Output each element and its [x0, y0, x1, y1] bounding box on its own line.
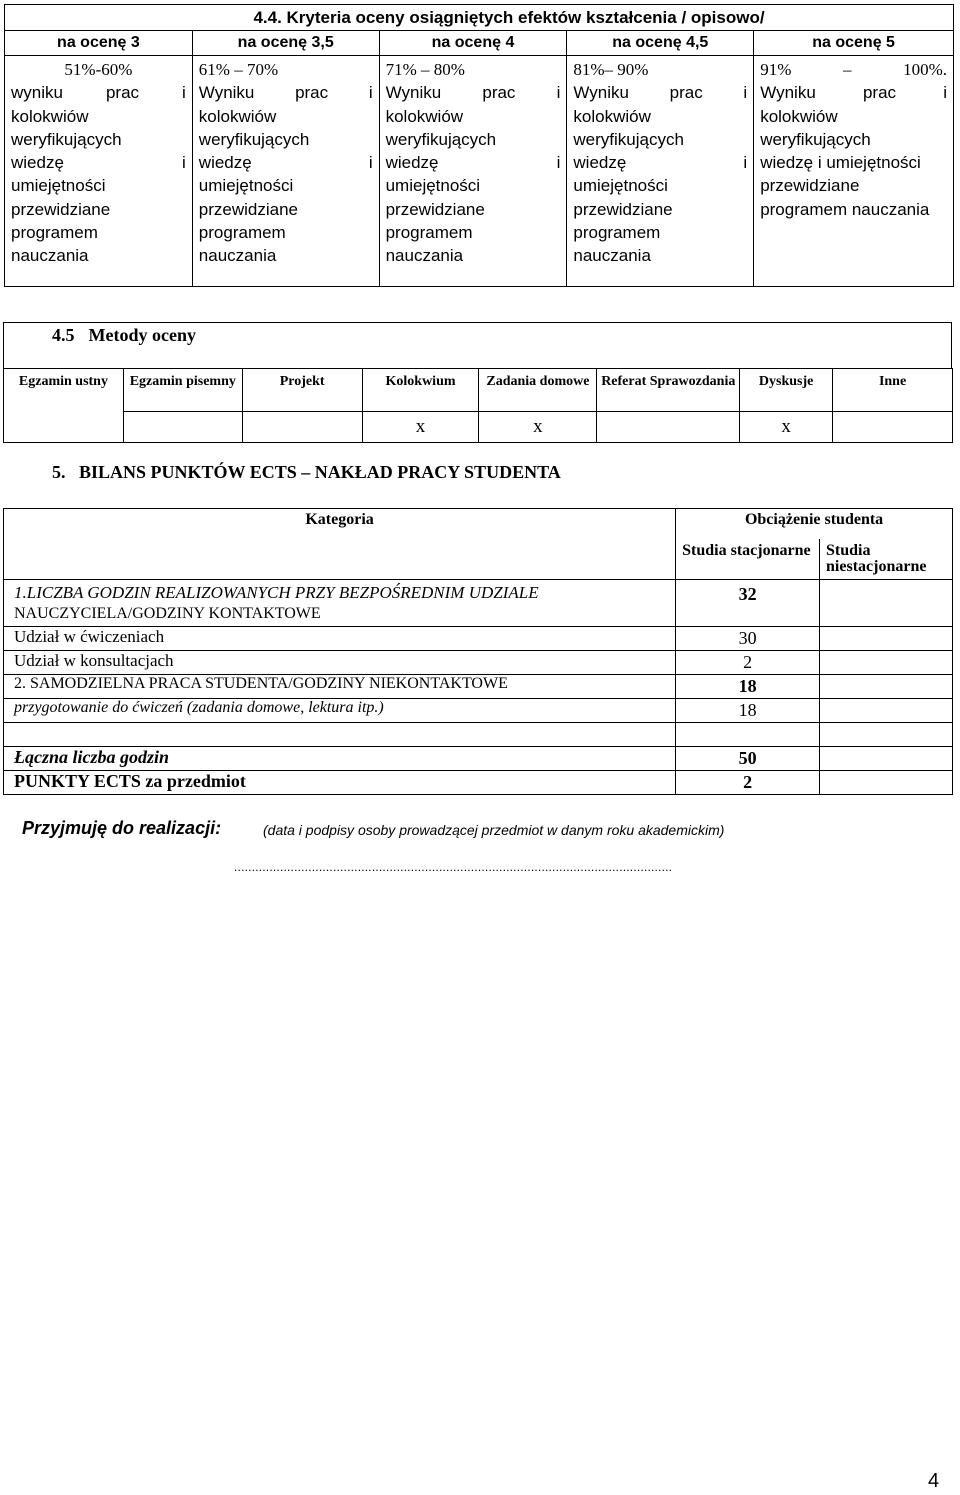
- col-stationary: Studia stacjonarne: [676, 539, 820, 580]
- criteria-line: [11, 105, 186, 128]
- method-mark: [4, 412, 124, 443]
- criteria-word: weryfikujących: [573, 129, 684, 149]
- ects-row-stationary: 32: [676, 580, 820, 627]
- ects-row-nonstationary: [820, 771, 953, 795]
- ects-row-label: Łączna liczba godzin: [4, 747, 676, 771]
- criteria-word: i: [182, 153, 186, 173]
- criteria-line: [386, 151, 561, 174]
- criteria-word: prac: [482, 83, 516, 103]
- criteria-word: prac: [669, 83, 703, 103]
- criteria-word: weryfikujących: [760, 129, 871, 149]
- criteria-cell-grade-5: [754, 56, 954, 287]
- criteria-title-row: [5, 5, 954, 31]
- ects-row-label: 2. SAMODZIELNA PRACA STUDENTA/GODZINY NIEKONTAKTOWE: [4, 675, 676, 699]
- ects-row-stationary: 2: [676, 651, 820, 675]
- criteria-line: [199, 105, 373, 128]
- ects-row-stationary: 2: [676, 771, 820, 795]
- ects-row-stationary: 30: [676, 627, 820, 651]
- ects-row-label: PUNKTY ECTS za przedmiot: [4, 771, 676, 795]
- method-header: Projekt: [242, 369, 362, 412]
- ects-row-total: [4, 747, 953, 771]
- method-mark: x: [479, 412, 597, 443]
- ects-row-nonstationary: [820, 651, 953, 675]
- criteria-word: programem: [198, 223, 286, 243]
- method-header: Egzamin pisemny: [123, 369, 242, 412]
- criteria-line: [760, 105, 947, 128]
- criteria-word: Wyniku: [198, 83, 255, 103]
- page-number: 4: [928, 1470, 940, 1492]
- ects-row-nonstationary: [820, 747, 953, 771]
- grade-header: na ocenę 4,5: [567, 31, 754, 56]
- method-mark: x: [362, 412, 479, 443]
- criteria-word: umiejętności: [573, 176, 668, 196]
- criteria-word: wiedzę: [11, 153, 64, 173]
- criteria-word: wiedzę: [198, 153, 252, 173]
- criteria-line: [11, 151, 186, 174]
- criteria-table: [4, 4, 954, 287]
- ects-row: [4, 699, 953, 723]
- method-mark: [833, 412, 953, 443]
- methods-marks-row: [4, 412, 953, 443]
- criteria-line: [573, 151, 747, 174]
- criteria-word: programem: [573, 223, 661, 243]
- signature-note: (data i podpisy osoby prowadzącej przedmiot w danym roku akademickim): [263, 822, 725, 838]
- ects-row-nonstationary: [820, 723, 953, 747]
- criteria-cell-grade-4-5: [567, 56, 754, 287]
- ects-row-nonstationary: [820, 627, 953, 651]
- criteria-range: 71% – 80%: [385, 60, 465, 79]
- grade-header: na ocenę 3: [5, 31, 193, 56]
- criteria-word: programem: [11, 223, 98, 243]
- criteria-line: [760, 198, 947, 221]
- method-header: Zadania domowe: [479, 369, 597, 412]
- criteria-word: i: [368, 153, 373, 173]
- ects-row-stationary: 18: [676, 675, 820, 699]
- criteria-word: prac: [105, 83, 140, 103]
- method-mark: [597, 412, 740, 443]
- criteria-line: [199, 174, 373, 197]
- ects-row-label-line2: NAUCZYCIELA/GODZINY KONTAKTOWE: [14, 605, 321, 622]
- grade-header-row: [5, 31, 954, 56]
- criteria-word: i: [556, 153, 561, 173]
- criteria-word: Wyniku: [760, 83, 816, 103]
- criteria-line: [760, 128, 947, 151]
- ects-row-nonstationary: [820, 699, 953, 723]
- ects-title: 5. BILANS PUNKTÓW ECTS – NAKŁAD PRACY STUDENTA: [52, 462, 561, 482]
- ects-row-label-line1: 1.LICZBA GODZIN REALIZOWANYCH PRZY BEZPOŚREDNIM UDZIALE: [14, 583, 539, 602]
- ects-table: [3, 508, 953, 795]
- criteria-range: 61% – 70%: [198, 60, 279, 79]
- ects-row-nonstationary: [820, 675, 953, 699]
- col-load: Obciążenie studenta: [676, 509, 953, 540]
- ects-header-row: [4, 509, 953, 540]
- method-header: Referat Sprawozdania: [597, 369, 740, 412]
- criteria-line: [573, 174, 747, 197]
- criteria-word: Wyniku: [573, 83, 629, 103]
- signature-line: ............................................................................................................................: [234, 860, 673, 874]
- method-mark: [242, 412, 362, 443]
- grade-header: na ocenę 5: [754, 31, 954, 56]
- methods-number: 4.5: [52, 325, 75, 345]
- criteria-word: programem: [385, 223, 473, 243]
- criteria-word: i: [182, 83, 186, 103]
- col-nonstationary: Studia niestacjonarne: [820, 539, 953, 580]
- ects-row-empty: [4, 723, 953, 747]
- methods-title: [52, 325, 196, 346]
- ects-row-stationary: 18: [676, 699, 820, 723]
- criteria-line: [573, 128, 747, 151]
- criteria-title: 4.4. Kryteria oceny osiągniętych efektów kształcenia / opisowo/: [5, 5, 954, 31]
- criteria-word: i: [743, 83, 748, 103]
- method-mark: x: [740, 412, 833, 443]
- ects-row-nonstationary: [820, 580, 953, 627]
- criteria-line: [199, 128, 373, 151]
- criteria-line: [760, 151, 947, 174]
- criteria-line: [760, 81, 947, 104]
- criteria-word: weryfikujących: [11, 129, 122, 149]
- col-category: Kategoria: [4, 509, 676, 580]
- ects-row: [4, 651, 953, 675]
- criteria-line: [199, 244, 373, 267]
- criteria-line: [573, 198, 747, 221]
- criteria-word: kolokwiów: [385, 106, 464, 126]
- criteria-word: kolokwiów: [573, 106, 651, 126]
- criteria-word: weryfikujących: [385, 129, 497, 149]
- criteria-word: nauczania: [198, 246, 277, 266]
- criteria-line: [199, 198, 373, 221]
- criteria-line: [386, 221, 561, 244]
- criteria-line: [573, 105, 747, 128]
- ects-row-points: [4, 771, 953, 795]
- criteria-range-part: 91%: [760, 60, 792, 79]
- method-mark: [123, 412, 242, 443]
- criteria-range: [760, 58, 947, 81]
- criteria-word: weryfikujących: [198, 129, 310, 149]
- criteria-word: umiejętności: [198, 176, 294, 196]
- criteria-line: [11, 81, 186, 104]
- criteria-line: [386, 244, 561, 267]
- criteria-line: [11, 174, 186, 197]
- criteria-range-part: –: [842, 60, 852, 79]
- methods-title-text: Metody oceny: [88, 325, 196, 345]
- criteria-word: prac: [295, 83, 329, 103]
- criteria-word: wyniku: [11, 83, 63, 103]
- criteria-word: kolokwiów: [11, 106, 89, 126]
- ects-row-label: Udział w ćwiczeniach: [4, 627, 676, 651]
- criteria-line: [573, 244, 747, 267]
- criteria-word: i: [368, 83, 373, 103]
- criteria-word: prac: [862, 83, 897, 103]
- criteria-word: nauczania: [573, 246, 651, 266]
- criteria-range: 81%– 90%: [573, 60, 649, 79]
- criteria-line: [386, 198, 561, 221]
- criteria-word: nauczania: [385, 246, 464, 266]
- grade-header: na ocenę 4: [379, 31, 567, 56]
- method-header: Egzamin ustny: [4, 369, 124, 412]
- ects-row-label: przygotowanie do ćwiczeń (zadania domowe, lektura itp.): [4, 699, 676, 723]
- criteria-word: przewidziane: [198, 199, 299, 219]
- criteria-word: przewidziane: [760, 176, 860, 196]
- criteria-cell-grade-4: [379, 56, 567, 287]
- criteria-line: [386, 128, 561, 151]
- criteria-word: wiedzę: [573, 153, 627, 173]
- grade-header: na ocenę 3,5: [192, 31, 379, 56]
- criteria-word: przewidziane: [11, 199, 111, 219]
- criteria-cell-grade-3: [5, 56, 193, 287]
- criteria-range: 51%-60%: [64, 60, 133, 79]
- criteria-word: kolokwiów: [760, 106, 838, 126]
- signature-label: Przyjmuję do realizacji:: [22, 818, 222, 838]
- ects-row-label: [4, 580, 676, 627]
- method-header: Inne: [833, 369, 953, 412]
- ects-row: [4, 580, 953, 627]
- criteria-line: [11, 221, 186, 244]
- criteria-line: [573, 221, 747, 244]
- criteria-word: wiedzę: [385, 153, 439, 173]
- criteria-word: i: [943, 83, 947, 103]
- criteria-line: [386, 81, 561, 104]
- criteria-word: wiedzę i umiejętności: [760, 153, 921, 173]
- criteria-line: [199, 81, 373, 104]
- criteria-line: [11, 244, 186, 267]
- criteria-line: [386, 174, 561, 197]
- ects-row-label: Udział w konsultacjach: [4, 651, 676, 675]
- criteria-word: przewidziane: [385, 199, 485, 219]
- criteria-word: przewidziane: [573, 199, 673, 219]
- criteria-line: [760, 174, 947, 197]
- criteria-word: kolokwiów: [198, 106, 277, 126]
- criteria-row: [5, 56, 954, 287]
- criteria-line: [386, 105, 561, 128]
- ects-row: [4, 627, 953, 651]
- method-header: Dyskusje: [740, 369, 833, 412]
- criteria-word: Wyniku: [385, 83, 442, 103]
- methods-header-row: [4, 369, 953, 412]
- criteria-word: umiejętności: [385, 176, 481, 196]
- criteria-cell-grade-3-5: [192, 56, 379, 287]
- criteria-word: umiejętności: [11, 176, 106, 196]
- methods-table: [3, 368, 953, 443]
- ects-row: [4, 675, 953, 699]
- criteria-line: [11, 198, 186, 221]
- ects-row-stationary: [676, 723, 820, 747]
- criteria-line: [199, 151, 373, 174]
- criteria-line: [573, 81, 747, 104]
- criteria-line: [11, 128, 186, 151]
- criteria-word: i: [743, 153, 748, 173]
- method-header: Kolokwium: [362, 369, 479, 412]
- criteria-range-part: 100%.: [903, 60, 947, 79]
- ects-row-label: [4, 723, 676, 747]
- criteria-word: programem nauczania: [760, 199, 930, 219]
- ects-row-stationary: 50: [676, 747, 820, 771]
- criteria-word: i: [556, 83, 561, 103]
- criteria-line: [199, 221, 373, 244]
- criteria-word: nauczania: [11, 246, 89, 266]
